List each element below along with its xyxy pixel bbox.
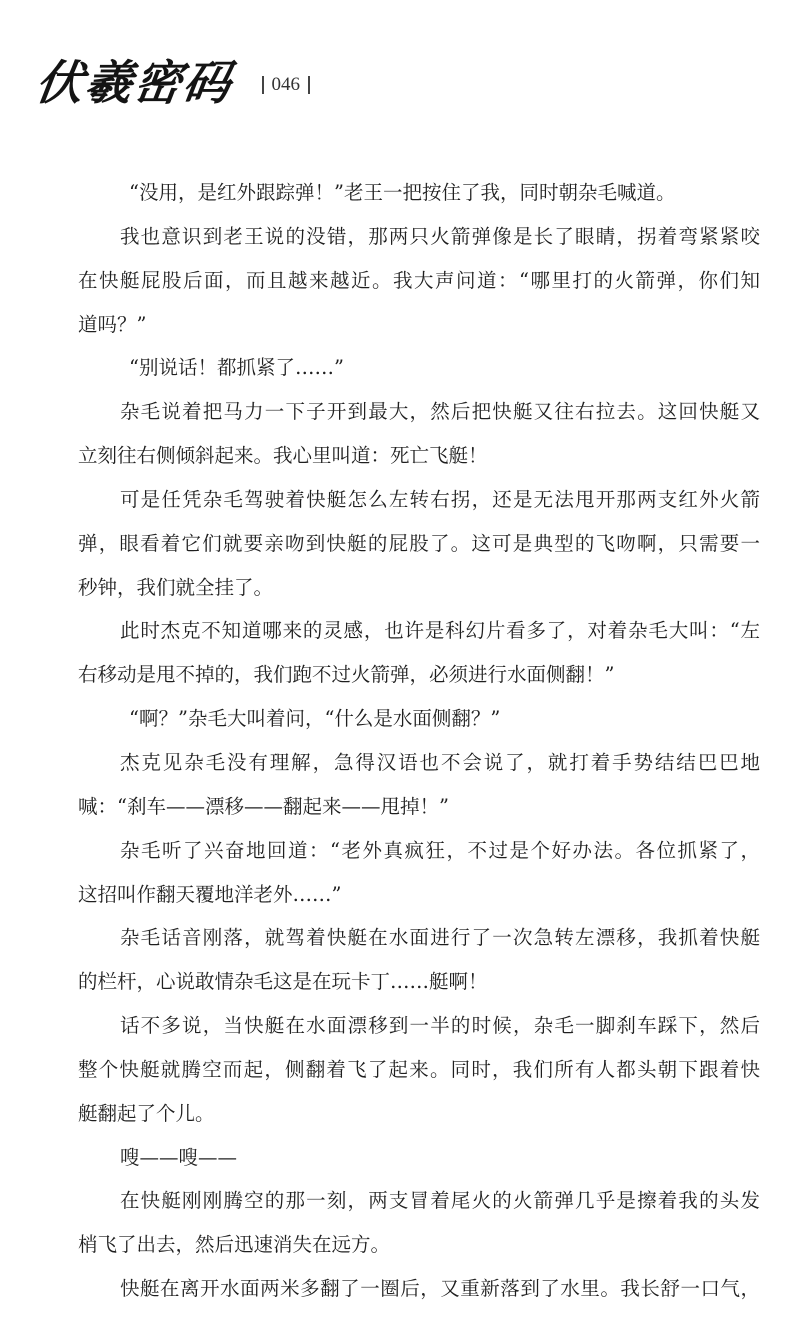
text-line: 立刻往右侧倾斜起来。我心里叫道：死亡飞艇！ <box>78 444 488 468</box>
text-line: “啊？”杂毛大叫着问，“什么是水面侧翻？” <box>129 707 501 731</box>
text-line: 杂毛说着把马力一下子开到最大，然后把快艇又往右拉去。这回快艇又 <box>120 400 760 424</box>
text-line: 秒钟，我们就全挂了。 <box>78 575 274 599</box>
page-number-block <box>262 74 310 96</box>
text-line: 整个快艇就腾空而起，侧翻着飞了起来。同时，我们所有人都头朝下跟着快 <box>78 1057 760 1081</box>
text-line: 我也意识到老王说的没错，那两只火箭弹像是长了眼睛，拐着弯紧紧咬 <box>120 224 760 248</box>
text-line: 可是任凭杂毛驾驶着快艇怎么左转右拐，还是无法甩开那两支红外火箭 <box>120 487 760 511</box>
text-line: 的栏杆，心说敢情杂毛这是在玩卡丁……艇啊！ <box>78 970 488 994</box>
text-line: 此时杰克不知道哪来的灵感，也许是科幻片看多了，对着杂毛大叫：“左 <box>120 619 760 643</box>
text-line: 弹，眼看着它们就要亲吻到快艇的屁股了。这可是典型的飞吻啊，只需要一 <box>78 531 760 555</box>
body-text <box>78 178 760 1318</box>
page-number: 046 <box>271 73 300 95</box>
text-line: 艇翻起了个儿。 <box>78 1101 215 1125</box>
text-line: “没用，是红外跟踪弹！”老王一把按住了我，同时朝杂毛喊道。 <box>129 181 676 204</box>
book-title: 伏羲密码 <box>32 56 236 111</box>
text-line: 道吗？” <box>78 312 147 336</box>
text-line: 这招叫作翻天覆地洋老外……” <box>78 882 342 906</box>
text-line: 右移动是甩不掉的，我们跑不过火箭弹，必须进行水面侧翻！” <box>78 663 615 687</box>
text-line: 快艇在离开水面两米多翻了一圈后，又重新落到了水里。我长舒一口气， <box>120 1277 760 1301</box>
text-line: 梢飞了出去，然后迅速消失在远方。 <box>78 1233 391 1257</box>
text-line: 话不多说，当快艇在水面漂移到一半的时候，杂毛一脚刹车踩下，然后 <box>120 1014 760 1038</box>
page-header <box>32 56 310 111</box>
text-line: 在快艇刚刚腾空的那一刻，两支冒着尾火的火箭弹几乎是擦着我的头发 <box>120 1189 760 1213</box>
text-line: 嗖——嗖—— <box>120 1145 238 1169</box>
left-divider <box>262 76 264 94</box>
text-line: 杰克见杂毛没有理解，急得汉语也不会说了，就打着手势结结巴巴地 <box>120 750 760 774</box>
right-divider <box>308 76 310 94</box>
text-line: 在快艇屁股后面，而且越来越近。我大声问道：“哪里打的火箭弹，你们知 <box>78 268 760 292</box>
text-line: 杂毛听了兴奋地回道：“老外真疯狂，不过是个好办法。各位抓紧了， <box>120 838 760 862</box>
text-line: 杂毛话音刚落，就驾着快艇在水面进行了一次急转左漂移，我抓着快艇 <box>120 926 760 950</box>
text-line: 喊：“刹车——漂移——翻起来——甩掉！” <box>78 794 449 818</box>
text-line: “别说话！都抓紧了……” <box>129 356 344 380</box>
